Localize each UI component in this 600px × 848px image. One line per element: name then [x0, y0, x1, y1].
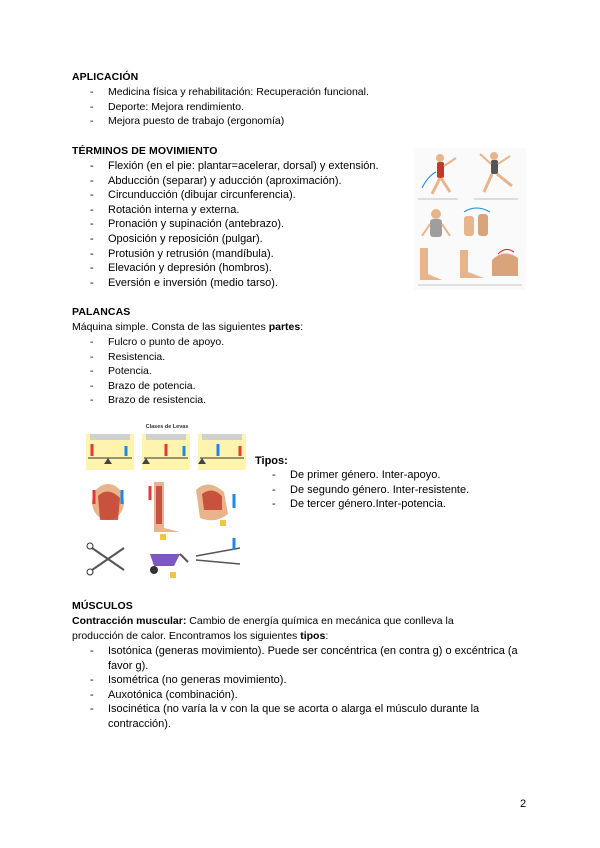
lever-types-list — [272, 468, 469, 512]
musculos-types-list — [90, 644, 518, 732]
list-item: - Eversión e inversión (medio tarso). — [90, 276, 379, 291]
list-item: - Flexión (en el pie: plantar=acelerar, dorsal) y extensión. — [90, 159, 379, 174]
list-item: - Protusión y retrusión (mandíbula). — [90, 247, 379, 262]
contraccion-paragraph: Contracción muscular: Cambio de energía química en mecánica que conlleva la producción de calor. Encontramos los siguientes tipos: — [72, 615, 454, 642]
list-item: - Brazo de potencia. — [90, 379, 224, 394]
section-title-aplicacion: APLICACIÓN — [72, 71, 139, 83]
lever-figure-title: Clases de Levas — [145, 424, 189, 430]
list-item: - Isocinética (no varía la v con la que se acorta o alarga el músculo durante la — [90, 702, 518, 717]
lever-classes-illustration — [84, 420, 250, 582]
list-item: - Fulcro o punto de apoyo. — [90, 335, 224, 350]
movement-terms-illustration — [414, 148, 526, 290]
aplicacion-list — [90, 85, 369, 129]
list-item: - Medicina física y rehabilitación: Recuperación funcional. — [90, 85, 369, 100]
section-title-musculos: MÚSCULOS — [72, 600, 133, 612]
list-item: - Rotación interna y externa. — [90, 203, 379, 218]
list-item: - Isotónica (generas movimiento). Puede ser concéntrica (en contra g) o excéntrica (a — [90, 644, 518, 659]
list-item: - Resistencia. — [90, 350, 224, 365]
list-item: - De segundo género. Inter-resistente. — [272, 483, 469, 498]
list-item-continuation: contracción). — [108, 717, 171, 730]
lever-box-second-class — [142, 434, 190, 470]
list-item-continuation: favor g). — [108, 659, 149, 672]
lever-box-third-class — [198, 434, 246, 470]
list-item: - Circunducción (dibujar circunferencia). — [90, 188, 379, 203]
list-item: - Isométrica (no generas movimiento). — [90, 673, 518, 688]
palancas-parts-list — [90, 335, 224, 408]
tipos-label: Tipos: — [255, 455, 288, 467]
list-item: - Brazo de resistencia. — [90, 393, 224, 408]
page-number: 2 — [520, 798, 527, 810]
list-item: - Auxotónica (combinación). — [90, 688, 518, 703]
list-item: - Elevación y depresión (hombros). — [90, 261, 379, 276]
list-item: - Abducción (separar) y aducción (aproximación). — [90, 174, 379, 189]
section-title-terminos: TÉRMINOS DE MOVIMIENTO — [72, 145, 218, 157]
lever-box-first-class — [86, 434, 134, 470]
lever-example-head — [92, 484, 124, 520]
list-item: - Oposición y reposición (pulgar). — [90, 232, 379, 247]
list-item: - De tercer género.Inter-potencia. — [272, 497, 469, 512]
terminos-list — [90, 159, 379, 290]
list-item: - De primer género. Inter-apoyo. — [272, 468, 469, 483]
palancas-intro: Máquina simple. Consta de las siguientes partes: — [72, 321, 304, 333]
list-item: - Mejora puesto de trabajo (ergonomía) — [90, 114, 369, 129]
list-item: - Deporte: Mejora rendimiento. — [90, 100, 369, 115]
list-item: - Potencia. — [90, 364, 224, 379]
section-title-palancas: PALANCAS — [72, 306, 131, 318]
list-item: - Pronación y supinación (antebrazo). — [90, 217, 379, 232]
